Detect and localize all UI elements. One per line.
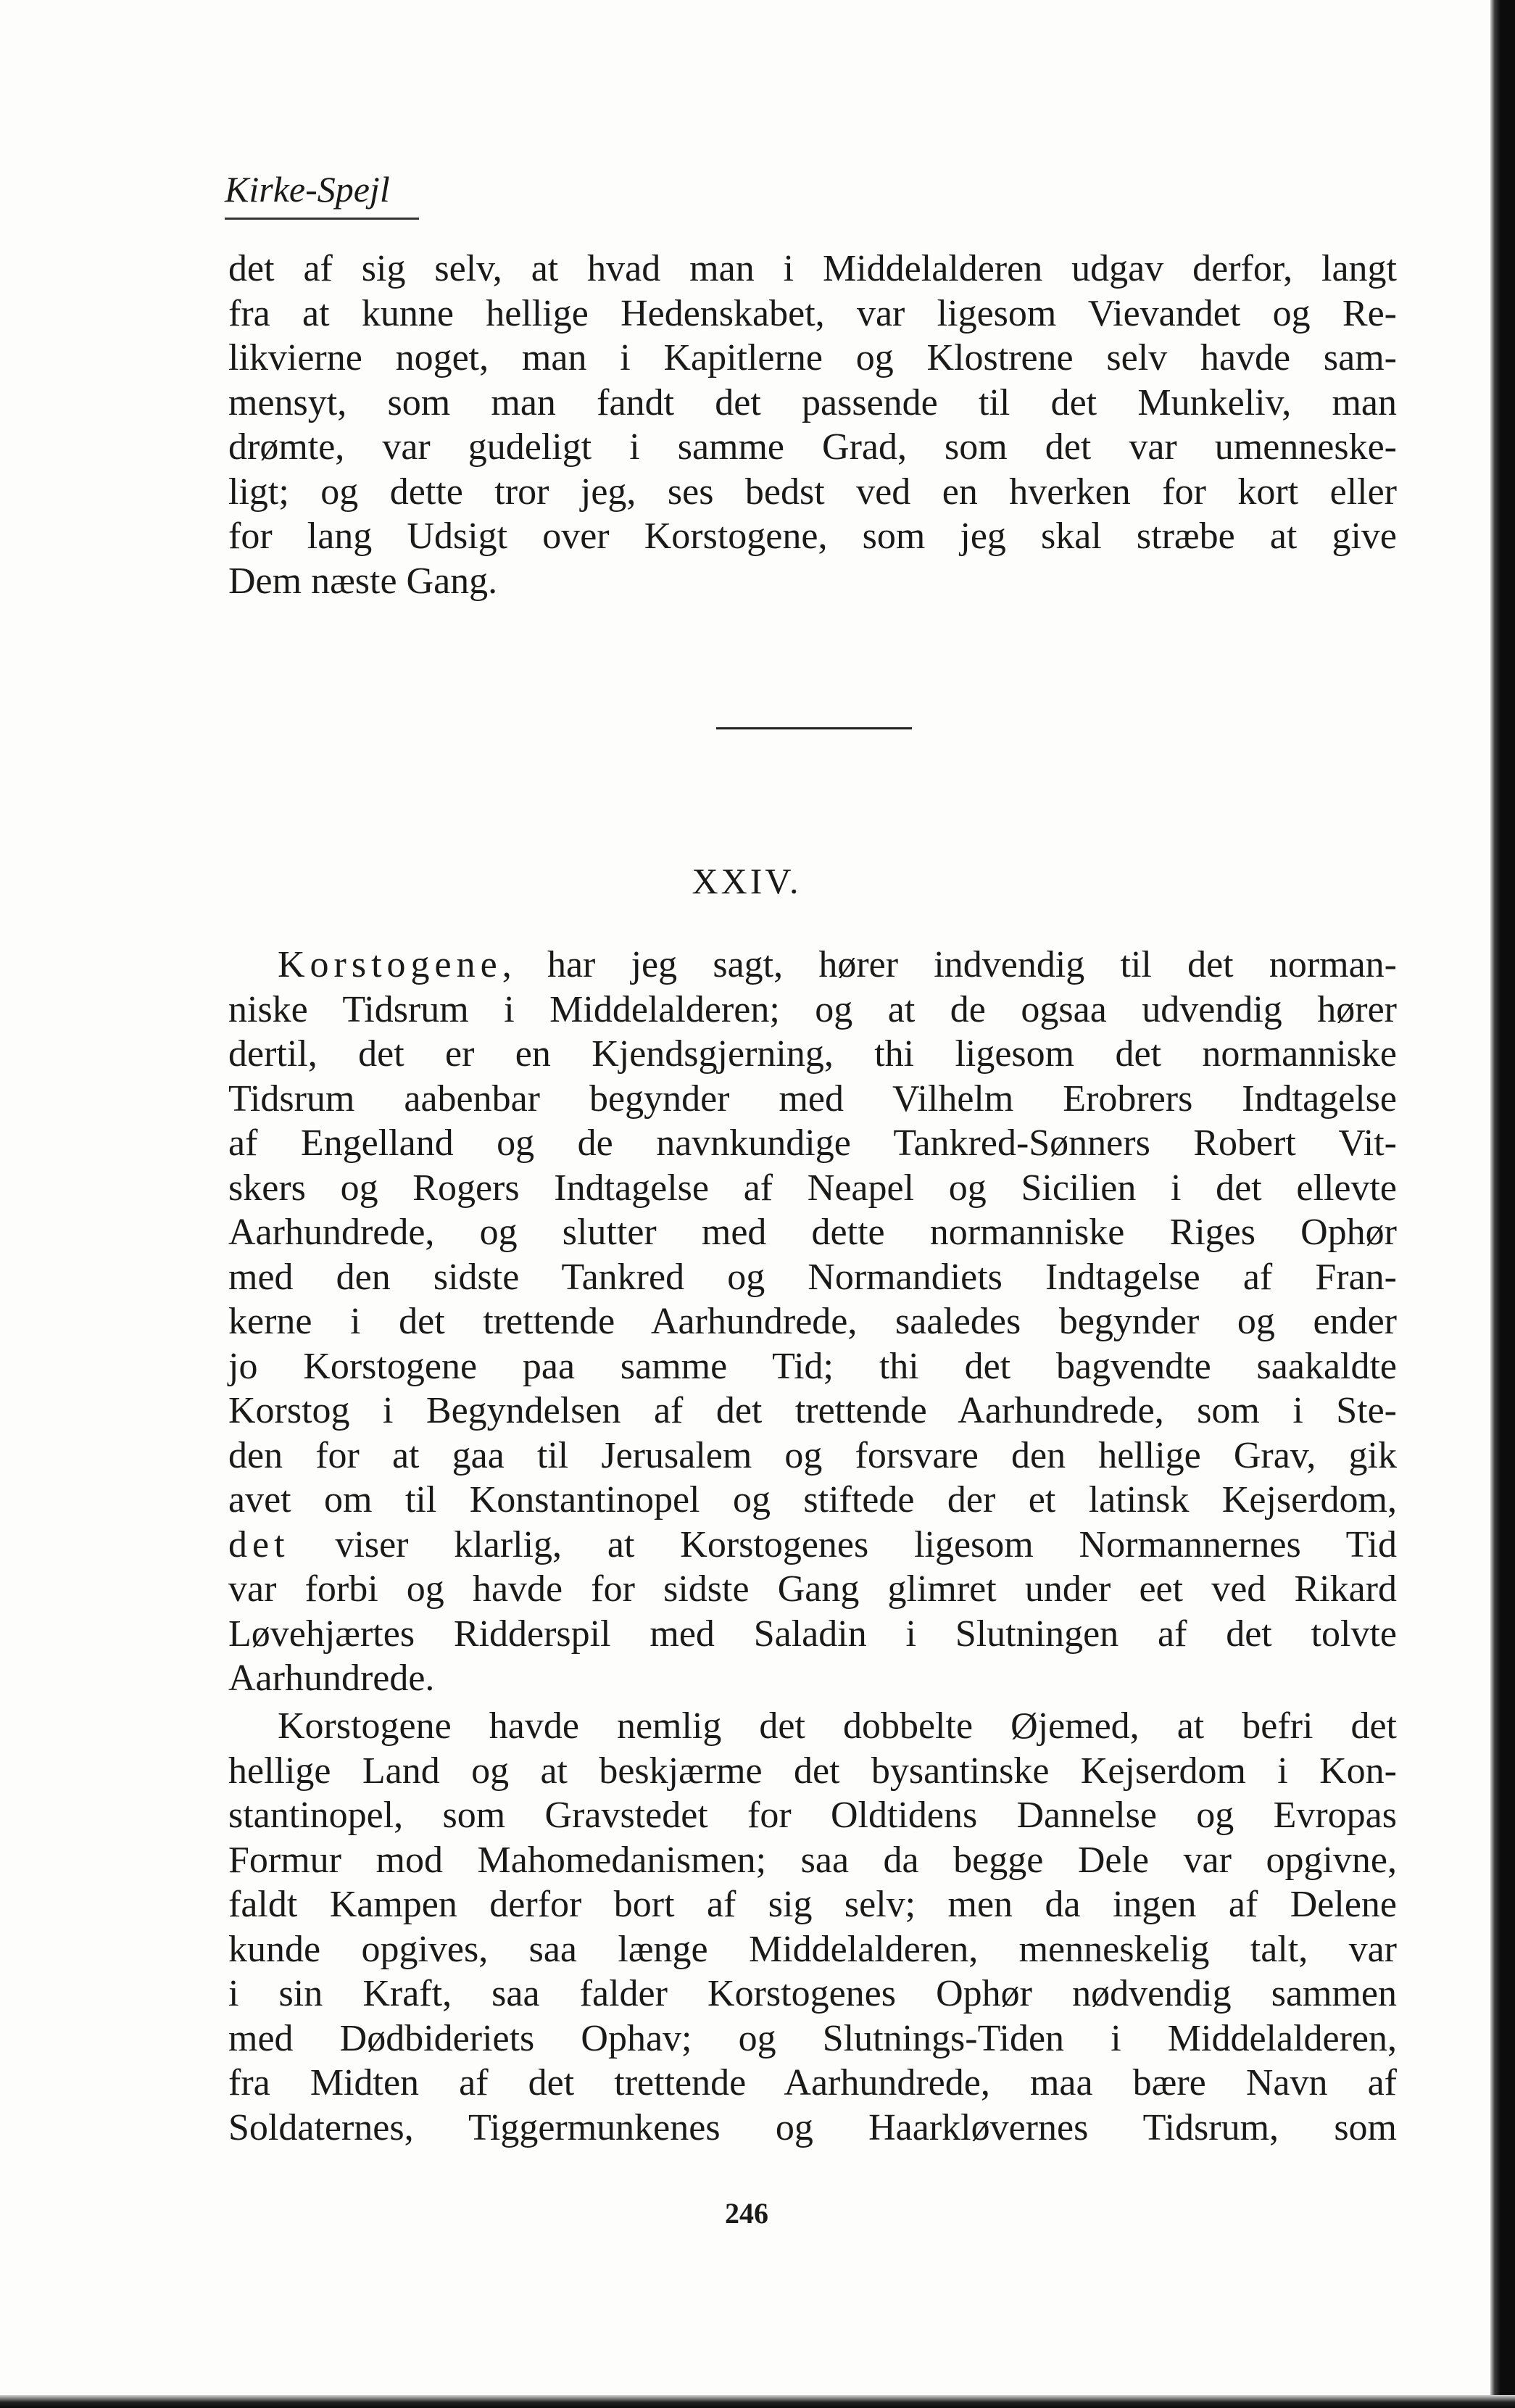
- page-number: 246: [725, 2197, 768, 2230]
- text-line: med Dødbideriets Ophav; og Slutnings-Tiden i Middelalderen,: [228, 2017, 1397, 2059]
- text-line: niske Tidsrum i Middelalderen; og at de ogsaa udvendig hører: [228, 988, 1397, 1030]
- text-line: i sin Kraft, saa falder Korstogenes Ophør nødvendig sammen: [228, 1973, 1397, 2014]
- text-line: stantinopel, som Gravstedet for Oldtidens Dannelse og Evropas: [228, 1795, 1397, 1836]
- paragraph-2: [228, 943, 1397, 1701]
- text-line: mensyt, som man fandt det passende til det Munkeliv, man: [228, 381, 1397, 423]
- text-line: drømte, var gudeligt i samme Grad, som det var umenneske-: [228, 426, 1397, 468]
- text-line: faldt Kampen derfor bort af sig selv; men da ingen af Delene: [228, 1884, 1397, 1925]
- text-line: likvierne noget, man i Kapitlerne og Klostrene selv havde sam-: [228, 337, 1397, 378]
- running-head: Kirke-Spejl: [225, 171, 419, 220]
- text-line: det af sig selv, at hvad man i Middelalderen udgav derfor, langt: [228, 248, 1397, 289]
- page-edge-shadow-right: [1490, 0, 1515, 2408]
- text-line: Formur mod Mahomedanismen; saa da begge Dele var opgivne,: [228, 1839, 1397, 1881]
- text-line: dertil, det er en Kjendsgjerning, thi ligesom det normanniske: [228, 1033, 1397, 1075]
- text-line: Aarhundrede.: [228, 1658, 435, 1699]
- text-line: for lang Udsigt over Korstogene, som jeg skal stræbe at give: [228, 516, 1397, 557]
- spaced-word: det: [228, 1523, 290, 1565]
- text-line: Dem næste Gang.: [228, 560, 498, 602]
- text-line: fra at kunne hellige Hedenskabet, var ligesom Vievandet og Re-: [228, 292, 1397, 334]
- text-line: Soldaternes, Tiggermunkenes og Haarkløvernes Tidsrum, som: [228, 2106, 1397, 2148]
- text-line: Korstogene havde nemlig det dobbelte Øjemed, at befri det: [278, 1705, 1397, 1747]
- text-line: af Engelland og de navnkundige Tankred-Sønners Robert Vit-: [228, 1122, 1397, 1164]
- text-fragment: , har jeg sagt, hører indvendig til det norman-: [502, 944, 1397, 985]
- paragraph-1: [228, 247, 1397, 603]
- text-line: fra Midten af det trettende Aarhundrede, maa bære Navn af: [228, 2062, 1397, 2103]
- text-line: ligt; og dette tror jeg, ses bedst ved en hverken for kort eller: [228, 471, 1397, 513]
- chapter-heading: XXIV.: [692, 861, 802, 901]
- text-line: kunde opgives, saa længe Middelalderen, menneskelig talt, var: [228, 1928, 1397, 1970]
- text-line: [228, 1523, 1397, 1568]
- text-line: Løvehjærtes Ridderspil med Saladin i Slutningen af det tolvte: [228, 1613, 1397, 1655]
- text-line: hellige Land og at beskjærme det bysantinske Kejserdom i Kon-: [228, 1750, 1397, 1792]
- text-fragment: viser klarlig, at Korstogenes ligesom Normannernes Tid: [289, 1523, 1397, 1565]
- text-line: Aarhundrede, og slutter med dette normanniske Riges Ophør: [228, 1212, 1397, 1253]
- text-line: var forbi og havde for sidste Gang glimret under eet ved Rikard: [228, 1568, 1397, 1610]
- text-line: med den sidste Tankred og Normandiets Indtagelse af Fran-: [228, 1256, 1397, 1298]
- paragraph-3: [228, 1704, 1397, 2150]
- text-line: kerne i det trettende Aarhundrede, saaledes begynder og ender: [228, 1301, 1397, 1342]
- text-line: Korstog i Begyndelsen af det trettende Aarhundrede, som i Ste-: [228, 1390, 1397, 1431]
- text-line: den for at gaa til Jerusalem og forsvare den hellige Grav, gik: [228, 1434, 1397, 1476]
- text-line: avet om til Konstantinopel og stiftede der et latinsk Kejserdom,: [228, 1479, 1397, 1520]
- text-line: [228, 943, 1397, 988]
- text-line: jo Korstogene paa samme Tid; thi det bagvendte saakaldte: [228, 1345, 1397, 1387]
- page-edge-shadow-bottom: [0, 2395, 1515, 2408]
- spaced-first-word: Korstogene: [278, 944, 502, 985]
- text-line: skers og Rogers Indtagelse af Neapel og Sicilien i det ellevte: [228, 1167, 1397, 1209]
- text-line: Tidsrum aabenbar begynder med Vilhelm Erobrers Indtagelse: [228, 1077, 1397, 1120]
- section-divider: [716, 727, 912, 729]
